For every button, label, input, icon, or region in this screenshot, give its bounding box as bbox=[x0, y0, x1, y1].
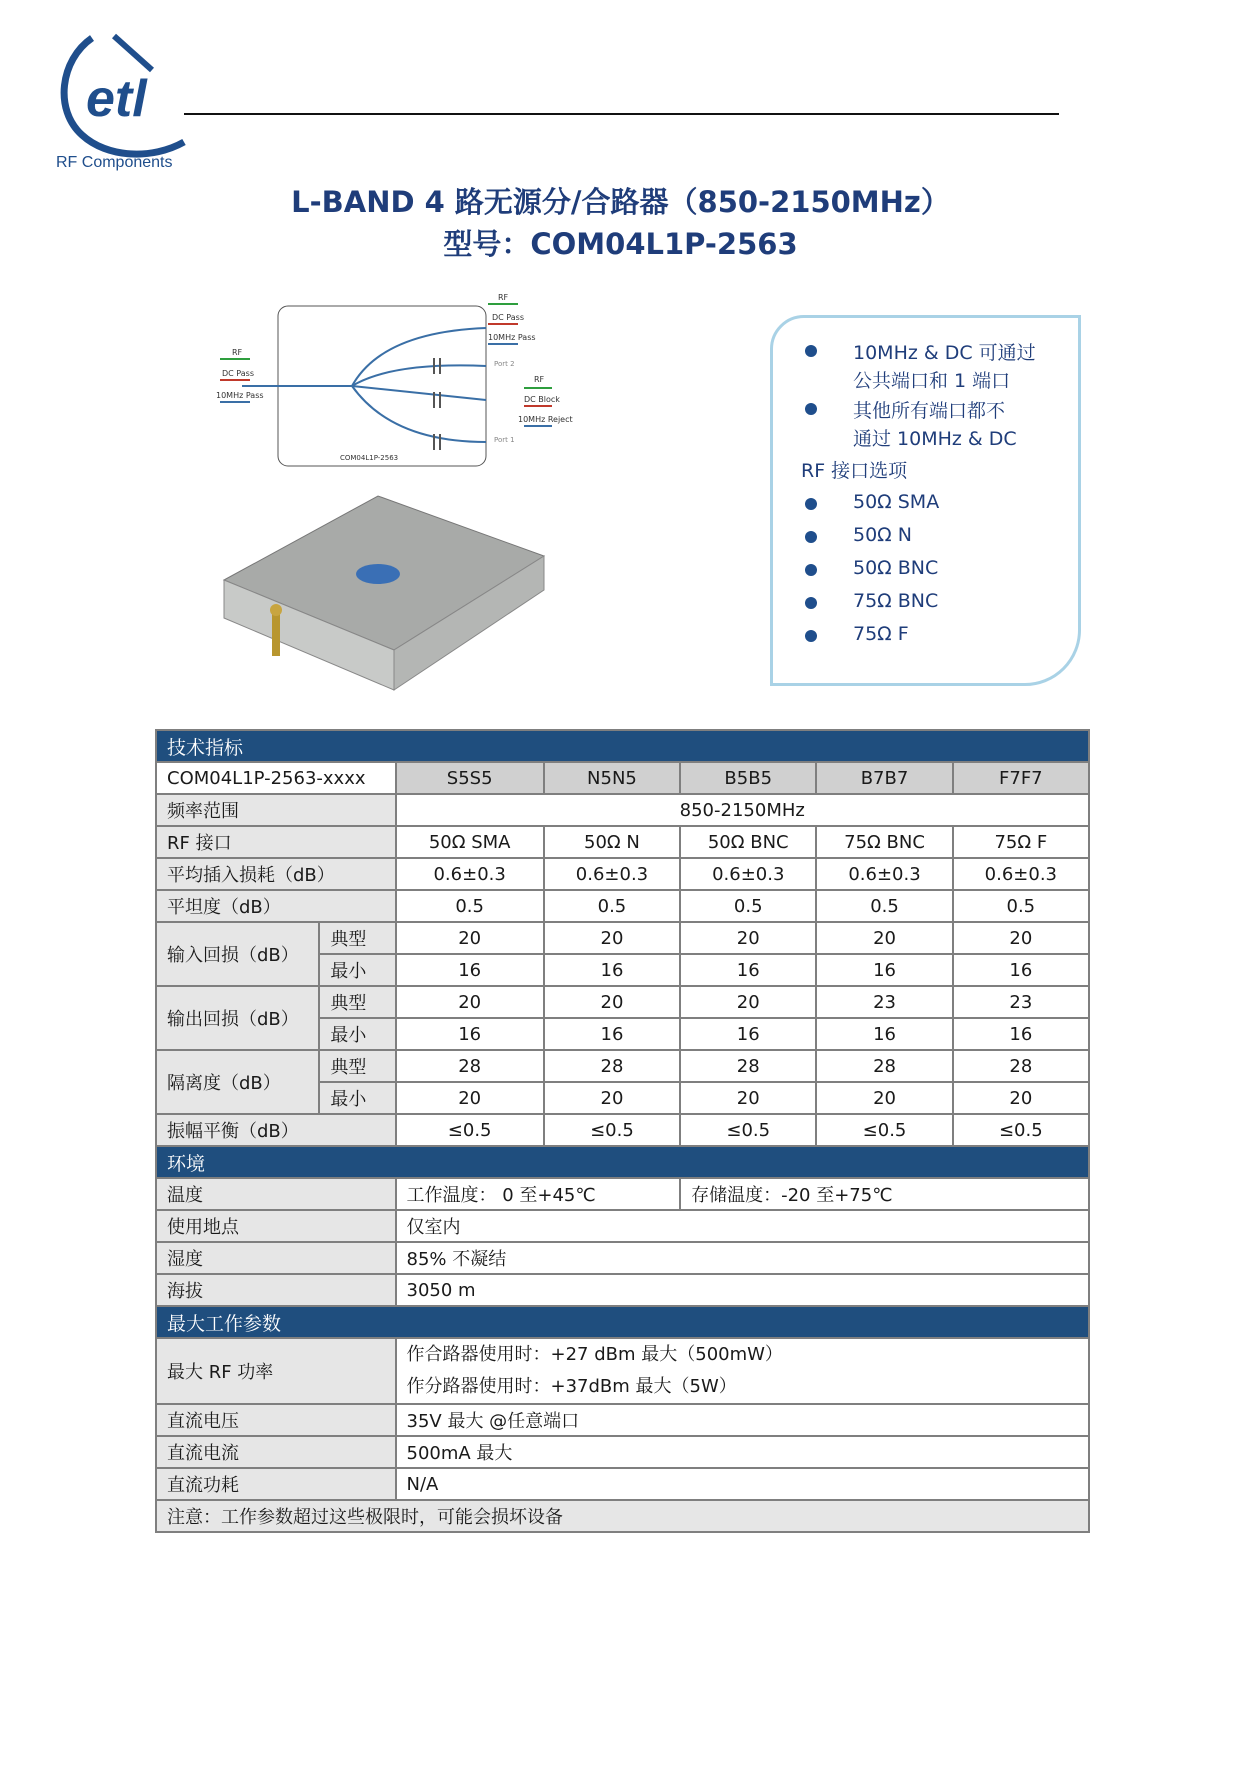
power-line: 作分路器使用时：+37dBm 最大（5W） bbox=[406, 1376, 737, 1397]
cell: 20 bbox=[396, 986, 544, 1018]
cell: 0.6±0.3 bbox=[396, 858, 544, 890]
logo-subtitle: RF Components bbox=[56, 154, 173, 171]
cell: 20 bbox=[680, 986, 816, 1018]
cell: 16 bbox=[816, 954, 952, 986]
cell: 50Ω N bbox=[544, 826, 680, 858]
cell: 0.5 bbox=[816, 890, 952, 922]
bullet-icon bbox=[805, 498, 817, 510]
cell: 50Ω BNC bbox=[680, 826, 816, 858]
cell: 16 bbox=[544, 954, 680, 986]
schematic-diagram bbox=[212, 292, 592, 474]
cell: 50Ω SMA bbox=[396, 826, 544, 858]
page-title: L-BAND 4 路无源分/合路器（850-2150MHz） bbox=[291, 185, 950, 219]
bullet-icon bbox=[805, 531, 817, 543]
cell: 16 bbox=[396, 954, 544, 986]
table-row bbox=[156, 826, 1089, 858]
svg-text:DC Block: DC Block bbox=[524, 395, 560, 404]
row-label: 平坦度（dB） bbox=[156, 890, 396, 922]
table-row bbox=[156, 1338, 1089, 1404]
feature-box bbox=[770, 315, 1081, 686]
cell: 75Ω F bbox=[953, 826, 1089, 858]
model-label: COM04L1P-2563-xxxx bbox=[156, 762, 396, 794]
svg-text:10MHz Reject: 10MHz Reject bbox=[518, 415, 573, 424]
cell: 20 bbox=[816, 922, 952, 954]
svg-text:RF: RF bbox=[534, 375, 545, 384]
cell: 28 bbox=[816, 1050, 952, 1082]
row-label: 输入回损（dB） bbox=[156, 922, 319, 986]
svg-text:DC Pass: DC Pass bbox=[492, 313, 524, 322]
cell: 28 bbox=[953, 1050, 1089, 1082]
cell: 35V 最大 @任意端口 bbox=[396, 1404, 1090, 1436]
cell: 仅室内 bbox=[396, 1210, 1090, 1242]
cell: N/A bbox=[396, 1468, 1090, 1500]
table-row bbox=[156, 986, 1089, 1018]
row-label: 直流电压 bbox=[156, 1404, 396, 1436]
table-row bbox=[156, 1114, 1089, 1146]
cell: 16 bbox=[544, 1018, 680, 1050]
table-row bbox=[156, 922, 1089, 954]
table-row bbox=[156, 1274, 1089, 1306]
rf-option: 50Ω SMA bbox=[853, 491, 940, 513]
spec-table bbox=[155, 729, 1090, 1533]
cell: 20 bbox=[953, 922, 1089, 954]
cell: 16 bbox=[396, 1018, 544, 1050]
cell: 16 bbox=[680, 1018, 816, 1050]
cell bbox=[396, 1338, 1090, 1404]
row-label: 温度 bbox=[156, 1178, 396, 1210]
section-header: 环境 bbox=[156, 1146, 1089, 1178]
table-row bbox=[156, 1436, 1089, 1468]
sub-label: 典型 bbox=[319, 1050, 395, 1082]
svg-text:COM04L1P-2563: COM04L1P-2563 bbox=[340, 454, 399, 462]
cell: ≤0.5 bbox=[953, 1114, 1089, 1146]
table-row bbox=[156, 762, 1089, 794]
table-row bbox=[156, 1468, 1089, 1500]
variant-header: F7F7 bbox=[953, 762, 1089, 794]
model-title: 型号：COM04L1P-2563 bbox=[443, 227, 798, 261]
row-label: 最大 RF 功率 bbox=[156, 1338, 396, 1404]
cell: 500mA 最大 bbox=[396, 1436, 1090, 1468]
row-label: 输出回损（dB） bbox=[156, 986, 319, 1050]
cell: 28 bbox=[680, 1050, 816, 1082]
cell: ≤0.5 bbox=[816, 1114, 952, 1146]
sub-label: 最小 bbox=[319, 954, 395, 986]
svg-text:Port 1: Port 1 bbox=[494, 436, 515, 444]
cell: 85% 不凝结 bbox=[396, 1242, 1090, 1274]
cell: 16 bbox=[953, 954, 1089, 986]
logo-text: etl bbox=[86, 70, 147, 128]
table-row bbox=[156, 1210, 1089, 1242]
cell: 0.5 bbox=[953, 890, 1089, 922]
cell: ≤0.5 bbox=[544, 1114, 680, 1146]
cell: 75Ω BNC bbox=[816, 826, 952, 858]
cell: 0.6±0.3 bbox=[953, 858, 1089, 890]
cell: 20 bbox=[953, 1082, 1089, 1114]
cell: 23 bbox=[953, 986, 1089, 1018]
feature-line: 公共端口和 1 端口 bbox=[853, 370, 1011, 392]
row-label: 直流功耗 bbox=[156, 1468, 396, 1500]
table-row bbox=[156, 1500, 1089, 1532]
row-label: 平均插入损耗（dB） bbox=[156, 858, 396, 890]
feature-line: 通过 10MHz & DC bbox=[853, 428, 1017, 450]
row-label: 隔离度（dB） bbox=[156, 1050, 319, 1114]
table-row bbox=[156, 1050, 1089, 1082]
svg-text:RF: RF bbox=[498, 293, 509, 302]
svg-text:DC Pass: DC Pass bbox=[222, 369, 254, 378]
cell: 20 bbox=[396, 922, 544, 954]
warning-note: 注意：工作参数超过这些极限时，可能会损坏设备 bbox=[156, 1500, 1089, 1532]
sub-label: 最小 bbox=[319, 1018, 395, 1050]
rf-options-title: RF 接口选项 bbox=[801, 460, 908, 482]
bullet-icon bbox=[805, 345, 817, 357]
cell: ≤0.5 bbox=[396, 1114, 544, 1146]
header-rule bbox=[184, 113, 1059, 115]
cell: 0.5 bbox=[680, 890, 816, 922]
row-label: 使用地点 bbox=[156, 1210, 396, 1242]
rf-option: 75Ω BNC bbox=[853, 590, 939, 612]
row-label: 湿度 bbox=[156, 1242, 396, 1274]
table-row bbox=[156, 858, 1089, 890]
feature-line: 其他所有端口都不 bbox=[853, 400, 1006, 422]
cell: 28 bbox=[544, 1050, 680, 1082]
cell: 16 bbox=[953, 1018, 1089, 1050]
feature-line: 10MHz & DC 可通过 bbox=[853, 342, 1036, 364]
cell: 850-2150MHz bbox=[396, 794, 1090, 826]
table-row bbox=[156, 1404, 1089, 1436]
cell: 20 bbox=[544, 1082, 680, 1114]
cell: 16 bbox=[816, 1018, 952, 1050]
cell: 20 bbox=[544, 922, 680, 954]
cell: 28 bbox=[396, 1050, 544, 1082]
bullet-icon bbox=[805, 403, 817, 415]
section-header: 技术指标 bbox=[156, 730, 1089, 762]
row-label: 振幅平衡（dB） bbox=[156, 1114, 396, 1146]
cell: 20 bbox=[816, 1082, 952, 1114]
cell: 0.6±0.3 bbox=[680, 858, 816, 890]
cell: 16 bbox=[680, 954, 816, 986]
sub-label: 最小 bbox=[319, 1082, 395, 1114]
table-row bbox=[156, 1242, 1089, 1274]
variant-header: B7B7 bbox=[816, 762, 952, 794]
cell: 20 bbox=[544, 986, 680, 1018]
device-photo bbox=[222, 494, 547, 714]
cell: 0.5 bbox=[544, 890, 680, 922]
power-line: 作合路器使用时：+27 dBm 最大（500mW） bbox=[406, 1344, 783, 1365]
bullet-icon bbox=[805, 564, 817, 576]
svg-text:RF: RF bbox=[232, 348, 243, 357]
cell: ≤0.5 bbox=[680, 1114, 816, 1146]
table-row bbox=[156, 794, 1089, 826]
table-row bbox=[156, 890, 1089, 922]
rf-option: 50Ω BNC bbox=[853, 557, 939, 579]
variant-header: N5N5 bbox=[544, 762, 680, 794]
cell: 20 bbox=[680, 922, 816, 954]
cell: 20 bbox=[680, 1082, 816, 1114]
table-row bbox=[156, 1146, 1089, 1178]
sub-label: 典型 bbox=[319, 986, 395, 1018]
cell: 23 bbox=[816, 986, 952, 1018]
table-row bbox=[156, 1306, 1089, 1338]
row-label: 直流电流 bbox=[156, 1436, 396, 1468]
bullet-icon bbox=[805, 597, 817, 609]
table-row bbox=[156, 1178, 1089, 1210]
cell: 0.6±0.3 bbox=[816, 858, 952, 890]
svg-text:10MHz Pass: 10MHz Pass bbox=[216, 391, 264, 400]
cell: 0.6±0.3 bbox=[544, 858, 680, 890]
row-label: RF 接口 bbox=[156, 826, 396, 858]
section-header: 最大工作参数 bbox=[156, 1306, 1089, 1338]
svg-text:Port 2: Port 2 bbox=[494, 360, 515, 368]
cell: 20 bbox=[396, 1082, 544, 1114]
svg-text:10MHz Pass: 10MHz Pass bbox=[488, 333, 536, 342]
cell: 存储温度：-20 至+75℃ bbox=[680, 1178, 1089, 1210]
rf-option: 50Ω N bbox=[853, 524, 912, 546]
variant-header: S5S5 bbox=[396, 762, 544, 794]
variant-header: B5B5 bbox=[680, 762, 816, 794]
row-label: 海拔 bbox=[156, 1274, 396, 1306]
rf-option: 75Ω F bbox=[853, 623, 909, 645]
cell: 3050 m bbox=[396, 1274, 1090, 1306]
bullet-icon bbox=[805, 630, 817, 642]
row-label: 频率范围 bbox=[156, 794, 396, 826]
table-row bbox=[156, 730, 1089, 762]
cell: 工作温度： 0 至+45℃ bbox=[396, 1178, 681, 1210]
cell: 0.5 bbox=[396, 890, 544, 922]
sub-label: 典型 bbox=[319, 922, 395, 954]
